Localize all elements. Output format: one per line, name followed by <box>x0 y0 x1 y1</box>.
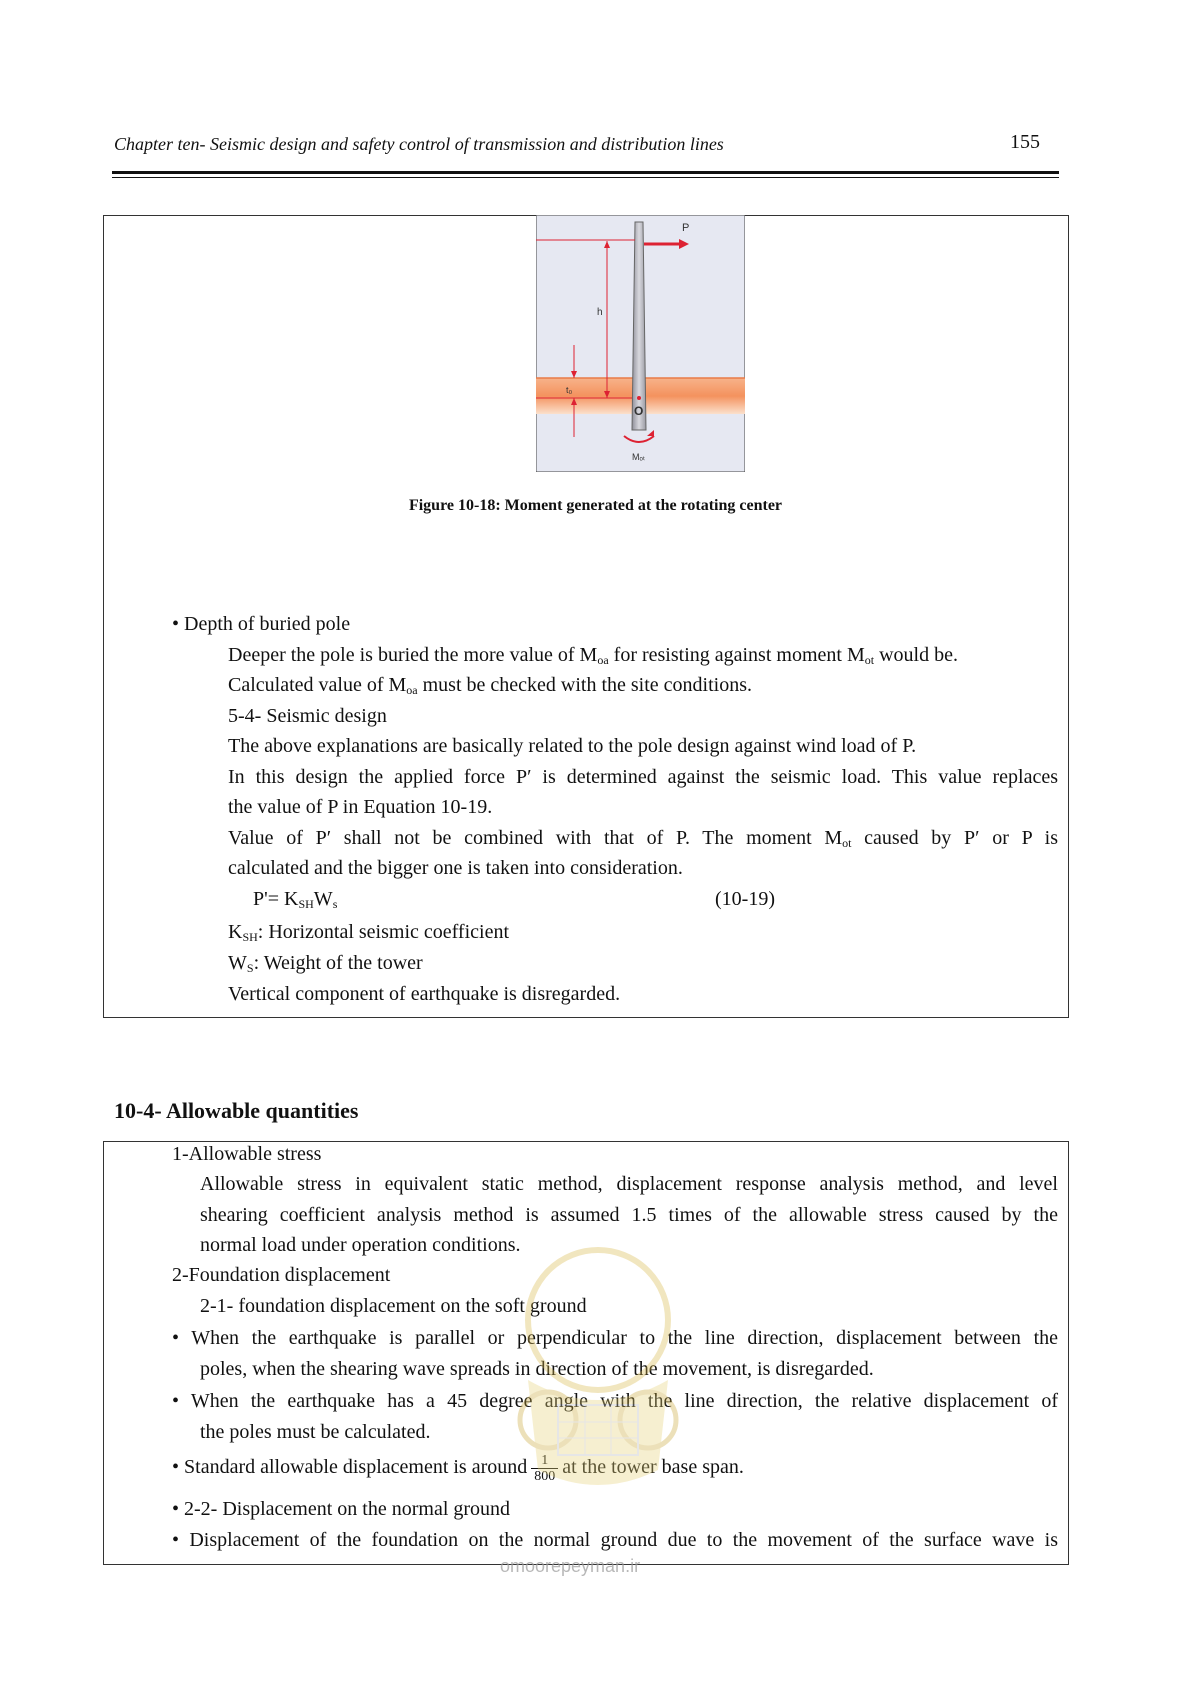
pole-moment-figure <box>536 215 745 472</box>
page-number: 155 <box>1010 131 1040 153</box>
label-t0: t₀ <box>566 385 573 395</box>
bullet-parallel-line1: • When the earthquake is parallel or perpendicular to the line direction, displacement between the <box>172 1327 1058 1349</box>
paragraph-deeper-pole <box>228 643 1058 667</box>
paragraph-design-line2: the value of P in Equation 10-19. <box>228 796 493 818</box>
bullet-normal-ground: • 2-2- Displacement on the normal ground <box>172 1498 511 1520</box>
header-rule-thin <box>112 177 1059 178</box>
bullet-angle-line2: the poles must be calculated. <box>200 1421 431 1443</box>
item-foundation-displacement: 2-Foundation displacement <box>172 1264 391 1286</box>
paragraph-calculated-value: Calculated value of $M_{oa}$ must be checked with the site conditions. <box>228 674 752 697</box>
vertical-component-note: Vertical component of earthquake is disregarded. <box>228 983 621 1005</box>
definition-ws: $W_S$: Weight of the tower <box>228 952 423 975</box>
label-h: h <box>597 307 603 318</box>
stress-line1: Allowable stress in equivalent static method, displacement response analysis method, and level <box>200 1173 1058 1195</box>
equation-number: (10-19) <box>715 888 775 910</box>
header-rule-thick <box>112 171 1059 174</box>
deeper-part-a: Deeper the pole is buried the more value of $M_{oa}$ for resisting against moment $M_{ot}$ would be. <box>228 644 958 667</box>
label-p: P <box>682 222 690 234</box>
bullet-depth-of-buried-pole: • Depth of buried pole <box>172 613 351 635</box>
bullet-parallel-line2: poles, when the shearing wave spreads in direction of the movement, is disregarded. <box>200 1358 874 1380</box>
seismic-design-heading: 5-4- Seismic design <box>228 705 387 727</box>
paragraph-design-line1: In this design the applied force P′ is determined against the seismic load. This value replaces <box>228 766 1058 788</box>
stress-line2: shearing coefficient analysis method is assumed 1.5 times of the allowable stress caused by the <box>200 1204 1058 1226</box>
running-header: Chapter ten- Seismic design and safety control of transmission and distribution lines <box>114 134 724 154</box>
bullet-standard-displacement: • Standard allowable displacement is around $\frac{1}{800}$ at the tower base span. <box>172 1453 744 1484</box>
stress-line3: normal load under operation conditions. <box>200 1234 521 1256</box>
label-mot: Mₒₜ <box>632 452 646 462</box>
bullet-text: Depth of buried pole <box>184 613 351 635</box>
bullet-angle-line1: • When the earthquake has a 45 degree angle with the line direction, the relative displacement of <box>172 1390 1059 1412</box>
paragraph-value-line1: Value of P′ shall not be combined with that of P. The moment $M_{ot}$ caused by P′ or P is <box>228 827 1058 850</box>
watermark-text: omoorepeyman.ir <box>500 1556 641 1576</box>
item-soft-ground: 2-1- foundation displacement on the soft ground <box>200 1295 587 1317</box>
definition-ksh: $K_{SH}$: Horizontal seismic coefficient <box>228 921 510 944</box>
figure-caption: Figure 10-18: Moment generated at the rotating center <box>408 497 783 514</box>
paragraph-value-line2: calculated and the bigger one is taken into consideration. <box>228 857 683 879</box>
equation-10-19: $P'= K_{SH}W_s$ <box>253 888 338 911</box>
rotation-center-marker <box>637 396 641 400</box>
bullet-foundation-surface-wave: • Displacement of the foundation on the normal ground due to the movement of the surface wave is <box>172 1529 1058 1551</box>
fraction-1-800: $\frac{1}{800}$ <box>531 1453 558 1484</box>
paragraph-wind-load: The above explanations are basically related to the pole design against wind load of P. <box>228 735 917 757</box>
item-allowable-stress: 1-Allowable stress <box>172 1143 322 1165</box>
section-heading: 10-4- Allowable quantities <box>114 1098 359 1123</box>
label-o: O <box>634 404 644 418</box>
